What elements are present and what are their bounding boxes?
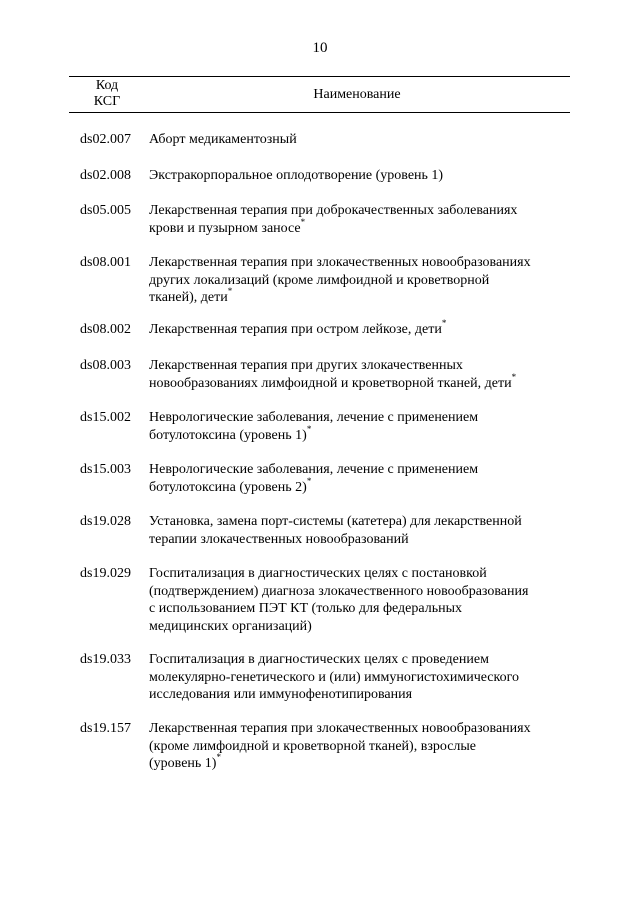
footnote-marker: *	[306, 423, 312, 434]
footnote-marker: *	[227, 286, 233, 297]
ksg-code: ds19.033	[80, 652, 131, 667]
ksg-name	[149, 461, 574, 496]
ksg-name-line: Лекарственная терапия при злокачественных новообразованиях	[149, 255, 531, 270]
ksg-name-line: Неврологические заболевания, лечение с применением	[149, 462, 479, 477]
ksg-code: ds15.002	[80, 410, 131, 425]
ksg-name-line: терапии злокачественных новообразований	[149, 531, 409, 547]
ksg-name-line: Госпитализация в диагностических целях с проведением	[149, 652, 489, 667]
ksg-name-line: Неврологические заболевания, лечение с применением	[149, 410, 479, 425]
ksg-name	[149, 651, 574, 704]
name-column-header: Наименование	[313, 87, 401, 102]
ksg-code: ds15.003	[80, 462, 131, 477]
ksg-code: ds19.029	[80, 566, 131, 581]
ksg-name	[149, 167, 574, 185]
ksg-name-line: медицинских организаций)	[149, 618, 312, 634]
ksg-name	[149, 565, 574, 635]
ksg-name	[149, 409, 574, 444]
table-header	[69, 76, 570, 113]
ksg-code: ds08.001	[80, 255, 131, 270]
ksg-name-line: Лекарственная терапия при злокачественных новообразованиях	[149, 721, 531, 736]
ksg-name	[149, 202, 574, 237]
ksg-name-line: Госпитализация в диагностических целях с постановкой	[149, 566, 487, 581]
ksg-name-line: (кроме лимфоидной и кроветворной тканей), взрослые	[149, 738, 477, 754]
ksg-name-line: новообразованиях лимфоидной и кроветворной тканей, дети*	[149, 371, 517, 391]
ksg-name	[149, 131, 574, 149]
ksg-name-line: исследования или иммунофенотипирования	[149, 687, 413, 702]
ksg-name-line: ботулотоксина (уровень 1)*	[149, 423, 312, 443]
ksg-code: ds08.002	[80, 322, 131, 337]
footnote-marker: *	[216, 752, 221, 763]
code-header-line-2: КСГ	[93, 94, 121, 109]
ksg-name-line: (уровень 1)*	[149, 752, 221, 771]
ksg-name-line: Лекарственная терапия при доброкачественных заболеваниях	[149, 203, 518, 218]
ksg-name-line: Экстракорпоральное оплодотворение (уровень 1)	[149, 168, 444, 183]
footnote-marker: *	[300, 216, 306, 227]
ksg-name-line: Лекарственная терапия при других злокачественных	[149, 358, 463, 373]
code-header-line-1: Код	[95, 78, 119, 93]
ksg-name-line: молекулярно-генетического и (или) иммуногистохимического	[149, 669, 520, 685]
ksg-name-line: (подтверждением) диагноза злокачественного новообразования	[149, 583, 529, 599]
ksg-name-line: тканей), дети*	[149, 286, 233, 305]
footnote-marker: *	[511, 371, 517, 382]
ksg-code: ds05.005	[80, 203, 131, 218]
ksg-code: ds08.003	[80, 358, 131, 373]
footnote-marker: *	[441, 318, 447, 329]
ksg-name-line: Аборт медикаментозный	[149, 132, 297, 147]
ksg-name-line: Лекарственная терапия при остром лейкозе, дети*	[149, 318, 447, 337]
ksg-code: ds02.007	[80, 132, 131, 147]
ksg-name	[149, 513, 574, 548]
ksg-name-line: с использованием ПЭТ КТ (только для федеральных	[149, 601, 463, 616]
code-column-header	[79, 78, 135, 110]
page-number: 10	[312, 40, 328, 56]
ksg-name	[149, 254, 574, 307]
footnote-marker: *	[306, 475, 312, 486]
ksg-name-line: Установка, замена порт-системы (катетера) для лекарственной	[149, 514, 522, 529]
ksg-name-line: ботулотоксина (уровень 2)*	[149, 475, 312, 495]
ksg-name	[149, 318, 574, 339]
ksg-name-line: других локализаций (кроме лимфоидной и кроветворной	[149, 272, 490, 288]
ksg-name-line: крови и пузырном заносе*	[149, 216, 306, 236]
ksg-code: ds19.028	[80, 514, 131, 529]
ksg-name	[149, 357, 574, 392]
ksg-code: ds19.157	[80, 721, 131, 736]
ksg-code: ds02.008	[80, 168, 131, 183]
ksg-name	[149, 720, 574, 773]
